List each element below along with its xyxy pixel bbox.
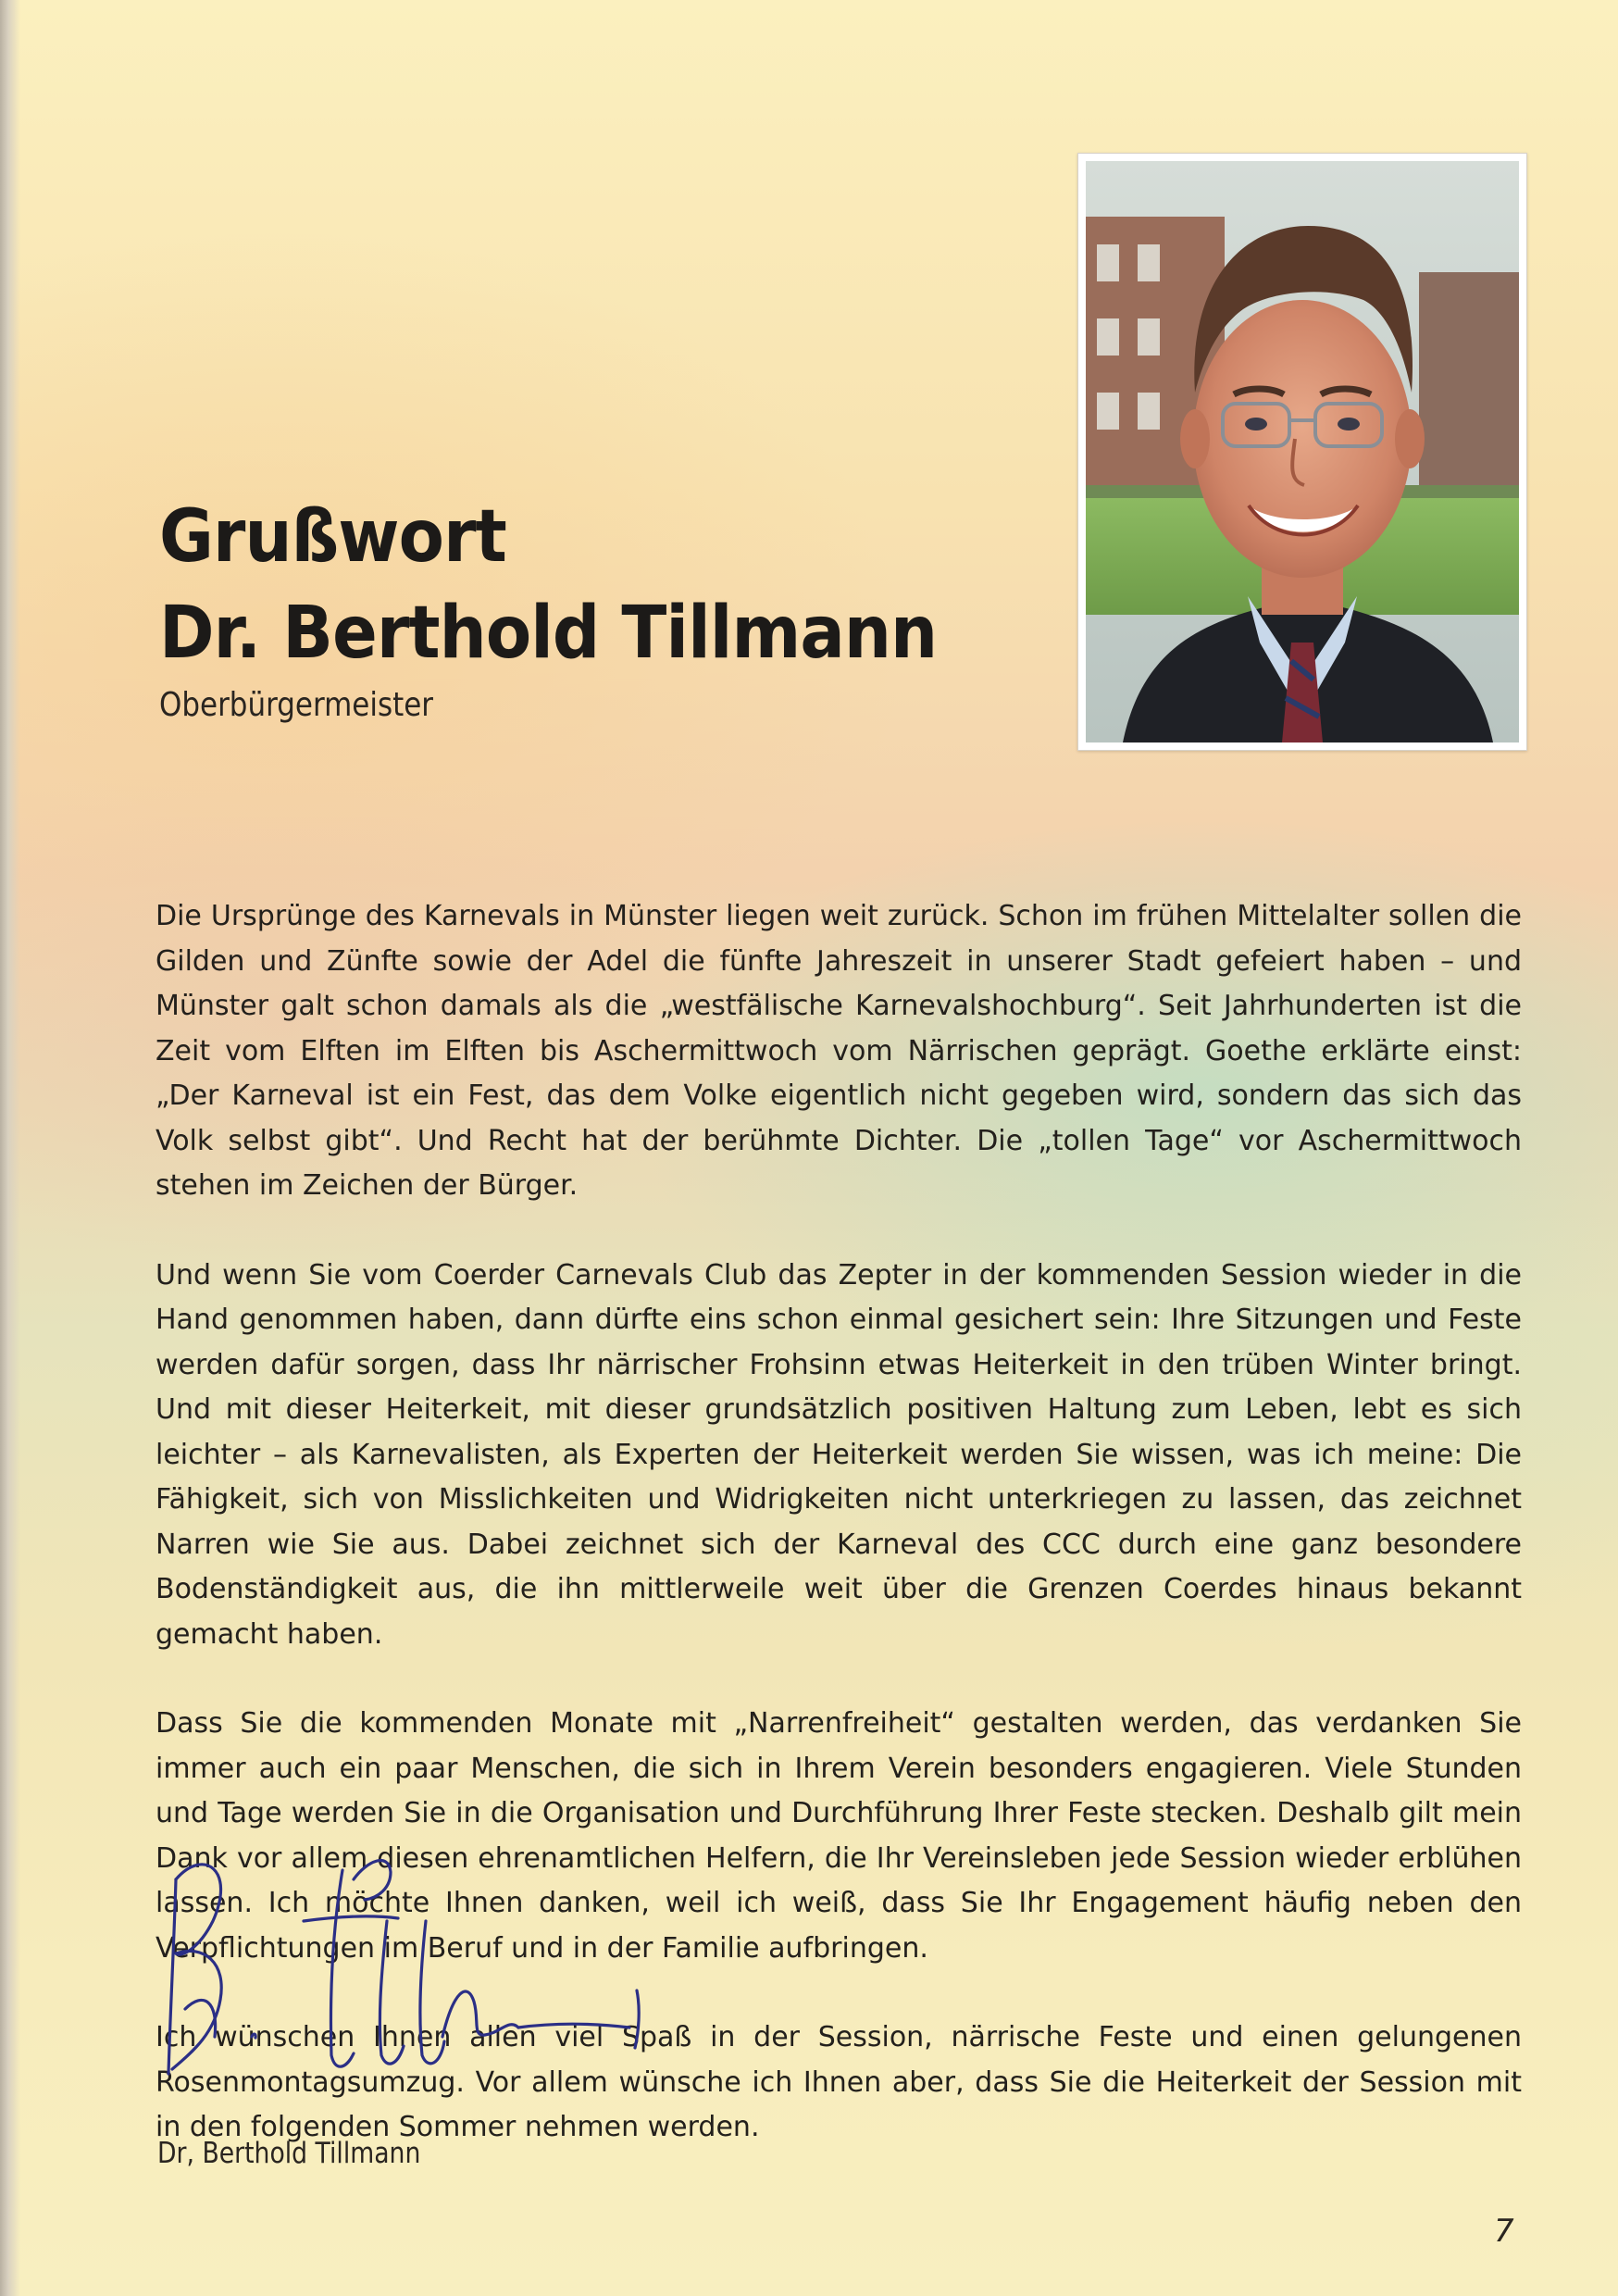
portrait-photo <box>1077 153 1527 751</box>
paragraph: Und wenn Sie vom Coerder Carnevals Club das Zepter in der kommenden Session wieder in die Hand genommen haben, dann dürfte eins schon einmal gesichert sein: Ihre Sitzungen und Feste werden dafür sorgen, dass Ihr närrischer Frohsinn etwas Heiterkeit in den trüben Winter bringt. Und mit dieser Heiterkeit, mit dieser grundsätzlich positiven Haltung zum Leben, lebt es sich leichter – als Karnevalisten, als Experten der Heiterkeit werden Sie wissen, was ich meine: Die Fähigkeit, sich von Misslichkeiten und Widrigkeiten nicht unterkriegen zu lassen, das zeichnet Narren wie Sie aus. Dabei zeichnet sich der Karneval des CCC durch eine ganz besondere Bodenständigkeit aus, die ihn mittlerweile weit über die Grenzen Coerdes hinaus bekannt gemacht haben. <box>156 1258 1522 1651</box>
signer-name: Dr, Berthold Tillmann <box>157 2137 421 2170</box>
author-name-heading: Dr. Berthold Tillmann <box>159 592 938 675</box>
handwritten-signature-icon <box>148 1759 722 2120</box>
author-role: Oberbürgermeister <box>159 686 434 724</box>
scan-edge <box>0 0 20 2296</box>
page-number: 7 <box>1494 2213 1514 2250</box>
paragraph: Ich wünschen Ihnen allen viel Spaß in der Session, närrische Feste und einen gelungenen Rosenmontagsumzug. Vor allem wünsche ich Ihnen aber, dass Sie die Heiterkeit der Session mit in den folgenden Sommer nehmen werden. <box>156 2021 1522 2143</box>
paragraph: Dass Sie die kommenden Monate mit „Narrenfreiheit“ gestalten werden, das verdanken Sie immer auch ein paar Menschen, die sich in Ihrem Verein besonders engagieren. Viele Stunden und Tage werden Sie in die Organisation und Durchführung Ihrer Feste stecken. Deshalb gilt mein Dank vor allem diesen ehrenamtlichen Helfern, die Ihr Vereinsleben jede Session wieder erblühen lassen. Ich möchte Ihnen danken, weil ich weiß, dass Sie Ihr Engagement häufig neben den Verpflichtungen im Beruf und in der Familie aufbringen. <box>156 1707 1522 1965</box>
page-title: Grußwort <box>159 495 506 579</box>
title-block <box>159 489 1004 726</box>
paragraph: Die Ursprünge des Karnevals in Münster liegen weit zurück. Schon im frühen Mittelalter sollen die Gilden und Zünfte sowie der Adel die fünfte Jahreszeit in unserer Stadt gefeiert haben – und Münster galt schon damals als die „westfälische Karnevalshochburg“. Seit Jahrhunderten ist die Zeit vom Elften im Elften bis Aschermittwoch vom Närrischen geprägt. Goethe erklärte einst: „Der Karneval ist ein Fest, das dem Volke eigentlich nicht gegeben wird, sondern das sich das Volk selbst gibt“. Und Recht hat der berühmte Dichter. Die „tollen Tage“ vor Aschermittwoch stehen im Zeichen der Bürger. <box>156 900 1522 1202</box>
portrait-photo-icon <box>1086 161 1519 742</box>
